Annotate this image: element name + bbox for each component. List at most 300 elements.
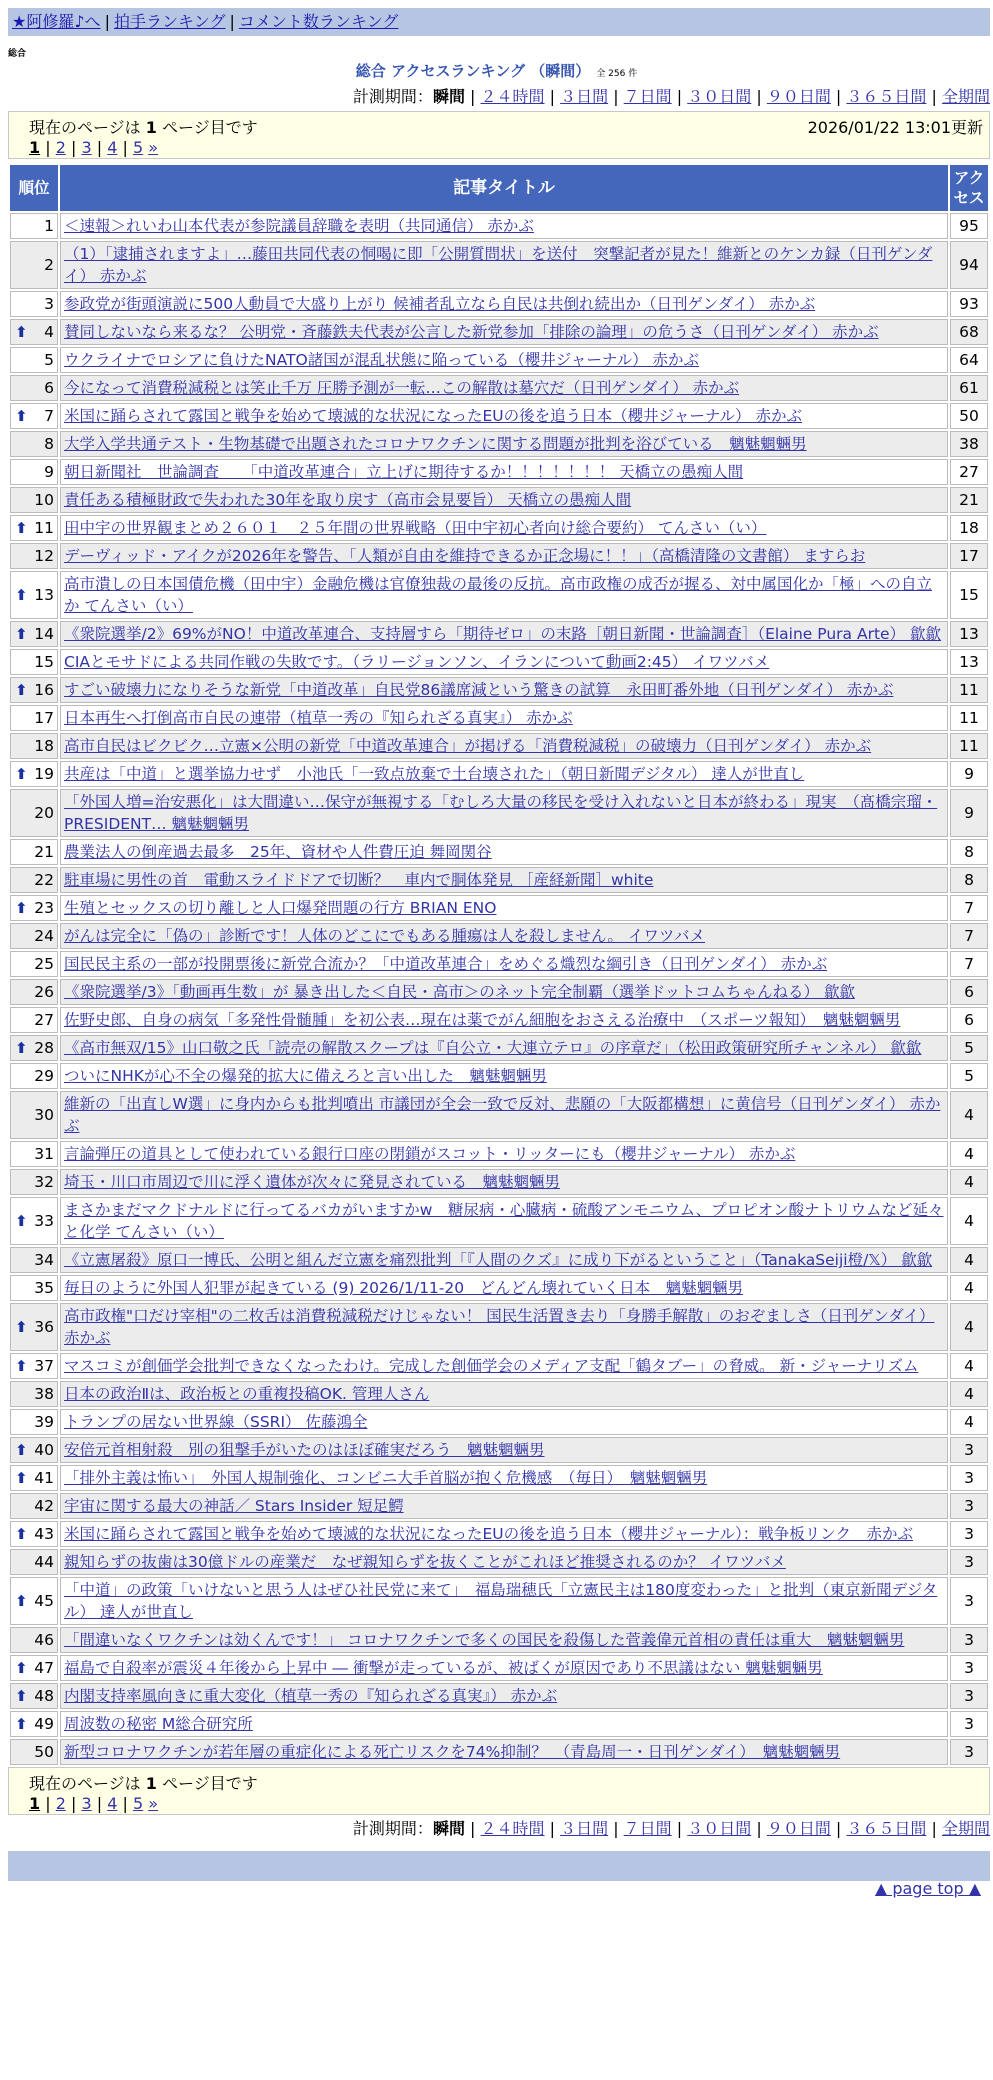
rank-up-arrow-icon: ⬆ [15,1687,28,1705]
header-access: アクセス [950,165,988,211]
rank-number: 4 [44,323,54,341]
article-title-link[interactable]: 親知らずの抜歯は30億ドルの産業だ なぜ親知らずを抜くことがこれほど推奨されるのか？ イワツバメ [64,1553,786,1571]
title-cell [60,1197,948,1245]
rank-cell [10,951,58,977]
article-title-link[interactable]: まさかまだマクドナルドに行ってるバカがいますかw 糖尿病・心臓病・硫酸アンモニウム、プロピオン酸ナトリウムなど延々と化学 てんさい（い） [64,1201,944,1241]
article-title-link[interactable]: 新型コロナワクチンが若年層の重症化による死亡リスクを74%抑制？ （青島周一・日刊ゲンダイ） 魑魅魍魎男 [64,1743,841,1761]
page-link-current: 1 [29,1794,41,1813]
rank-number: 28 [34,1039,54,1057]
table-row [10,1063,988,1089]
rank-cell [10,1739,58,1765]
article-title-link[interactable]: マスコミが創価学会批判できなくなったわけ。完成した創価学会のメディア支配「鶴タブー」の脅威。 新・ジャーナリズム [64,1357,919,1375]
rank-cell [10,677,58,703]
table-row [10,761,988,787]
rank-cell [10,1683,58,1709]
table-row [10,1577,988,1625]
rank-cell [10,1091,58,1139]
period-link-7d[interactable]: ７日間 [623,87,672,106]
article-title-link[interactable]: 参政党が街頭演説に500人動員で大盛り上がり 候補者乱立なら自民は共倒れ続出か（日刊ゲンダイ） 赤かぶ [64,295,816,313]
table-row [10,571,988,619]
article-title-link[interactable]: 農業法人の倒産過去最多 25年、資材や人件費圧迫 舞岡関谷 [64,843,492,861]
page-link-3[interactable]: 3 [81,1794,92,1813]
page-link-next[interactable]: » [148,1794,159,1813]
period-label: 計測期間： [352,87,433,106]
period-link-365d[interactable]: ３６５日間 [846,1819,927,1838]
title-cell [60,1091,948,1139]
rank-number: 35 [34,1279,54,1297]
title-cell [60,1035,948,1061]
access-count: 13 [950,649,988,675]
table-row [10,1739,988,1765]
title-cell [60,1409,948,1435]
title-cell [60,459,948,485]
rank-up-arrow-icon: ⬆ [15,625,28,643]
table-row [10,543,988,569]
rank-cell [10,1141,58,1167]
access-count: 6 [950,1007,988,1033]
table-row [10,515,988,541]
title-cell [60,1141,948,1167]
table-row [10,1711,988,1737]
access-count: 11 [950,733,988,759]
rank-cell [10,515,58,541]
access-count: 3 [950,1437,988,1463]
rank-number: 13 [34,586,54,604]
article-title-link[interactable]: 福島で自殺率が震災４年後から上昇中 ― 衝撃が走っているが、被ばくが原因であり不思議はない 魑魅魍魎男 [64,1659,823,1677]
article-title-link[interactable]: がんは完全に「偽の」診断です！人体のどこにでもある腫瘍は人を殺しません。 イワツバメ [64,927,706,945]
period-link-all[interactable]: 全期間 [941,1819,990,1838]
rank-number: 9 [44,463,54,481]
rank-cell [10,1549,58,1575]
rank-up-arrow-icon: ⬆ [15,899,28,917]
article-title-link[interactable]: 駐車場に男性の首 電動スライドドアで切断？ 車内で胴体発見 ［産経新聞］white [64,871,654,889]
title-cell [60,1169,948,1195]
rank-cell [10,291,58,317]
rank-cell [10,241,58,289]
table-row [10,649,988,675]
title-cell [60,1063,948,1089]
access-count: 7 [950,895,988,921]
access-count: 3 [950,1465,988,1491]
table-row [10,403,988,429]
access-count: 3 [950,1549,988,1575]
rank-cell [10,789,58,837]
access-count: 68 [950,319,988,345]
rank-cell [10,403,58,429]
rank-up-arrow-icon: ⬆ [15,1469,28,1487]
period-link-all[interactable]: 全期間 [941,87,990,106]
rank-cell [10,1493,58,1519]
table-row [10,347,988,373]
title-cell [60,867,948,893]
article-title-link[interactable]: ＜速報＞れいわ山本代表が参院議員辞職を表明（共同通信） 赤かぶ [64,217,534,235]
table-row [10,733,988,759]
title-cell [60,621,948,647]
table-row [10,1521,988,1547]
title-cell [60,1577,948,1625]
rank-number: 34 [34,1251,54,1269]
page-link-2[interactable]: 2 [55,1794,66,1813]
period-link-90d[interactable]: ９０日間 [766,1819,831,1838]
title-cell [60,979,948,1005]
rank-cell [10,375,58,401]
page-top-link[interactable]: ▲ page top ▲ [874,1879,981,1898]
page-link-4[interactable]: 4 [107,1794,118,1813]
rank-number: 43 [34,1525,54,1543]
access-count: 21 [950,487,988,513]
table-row [10,487,988,513]
rank-number: 45 [34,1592,54,1610]
rank-cell [10,431,58,457]
rank-cell [10,1627,58,1653]
article-title-link[interactable]: 「排外主義は怖い」 外国人規制強化、コンビニ大手首脳が抱く危機感 （毎日） 魑魅魍魎男 [64,1469,708,1487]
table-row [10,705,988,731]
article-title-link[interactable]: 安倍元首相射殺 別の狙撃手がいたのはほぼ確実だろう 魑魅魍魎男 [64,1441,545,1459]
page-link-next[interactable]: » [148,138,159,157]
table-row [10,375,988,401]
table-row [10,1141,988,1167]
rank-number: 7 [44,407,54,425]
rank-cell [10,1521,58,1547]
page-links: 1 | 2 | 3 | 4 | 5 » [29,138,159,157]
access-count: 4 [950,1091,988,1139]
article-title-link[interactable]: 国民民主系の一部が投開票後に新党合流か？「中道改革連合」をめぐる熾烈な綱引き（日刊ゲンダイ） 赤かぶ [64,955,828,973]
title-cell [60,895,948,921]
rank-number: 40 [34,1441,54,1459]
period-link-7d[interactable]: ７日間 [623,1819,672,1838]
article-title-link[interactable]: 日本の政治Ⅱは、政治板との重複投稿OK. 管理人さん [64,1385,430,1403]
current-page-text: 現在のページは 1 ページ目です [29,118,258,137]
access-count: 3 [950,1577,988,1625]
rank-up-arrow-icon: ⬆ [15,1357,28,1375]
article-title-link[interactable]: 生殖とセックスの切り離しと人口爆発問題の行方 BRIAN ENO [64,899,497,917]
title-cell [60,543,948,569]
rank-number: 44 [34,1553,54,1571]
nav-separator: | [104,12,110,31]
rank-number: 14 [34,625,54,643]
rank-cell [10,213,58,239]
rank-cell [10,487,58,513]
period-link-30d[interactable]: ３０日間 [687,87,752,106]
rank-cell [10,459,58,485]
title-cell [60,839,948,865]
article-title-link[interactable]: 米国に踊らされて露国と戦争を始めて壊滅的な状況になったEUの後を追う日本（櫻井ジャーナル） 赤かぶ [64,407,802,425]
table-row [10,1091,988,1139]
pager-box-bottom [8,1767,990,1815]
rank-number: 36 [34,1318,54,1336]
access-count: 11 [950,705,988,731]
title-cell [60,649,948,675]
rank-up-arrow-icon: ⬆ [15,1212,28,1230]
article-title-link[interactable]: 《衆院選挙/3》「動画再生数」が 暴き出した＜自民・高市＞のネット完全制覇（選挙ドットコムちゃんねる） 歙歙 [64,983,855,1001]
table-row [10,979,988,1005]
rank-number: 20 [34,804,54,822]
article-title-link[interactable]: 佐野史郎、自身の病気「多発性骨髄腫」を初公表…現在は薬でがん細胞をおさえる治療中 （スポーツ報知） 魑魅魍魎男 [64,1011,901,1029]
title-cell [60,375,948,401]
rank-number: 41 [34,1469,54,1487]
title-cell [60,1683,948,1709]
ranking-body [10,213,988,1765]
access-count: 3 [950,1521,988,1547]
table-row [10,213,988,239]
rank-up-arrow-icon: ⬆ [15,323,28,341]
page-link-3[interactable]: 3 [81,138,92,157]
period-current: 瞬間 [432,1819,465,1838]
rank-number: 31 [34,1145,54,1163]
access-count: 9 [950,761,988,787]
table-row [10,1247,988,1273]
article-title-link[interactable]: 《立憲屠殺》原口一博氏、公明と組んだ立憲を痛烈批判「『人間のクズ』に成り下がるということ」（TanakaSeiji橙/𝕏） 歙歙 [64,1251,933,1269]
table-row [10,291,988,317]
article-title-link[interactable]: 周波数の秘密 M総合研究所 [64,1715,253,1733]
rank-cell [10,1275,58,1301]
rank-up-arrow-icon: ⬆ [15,1715,28,1733]
article-title-link[interactable]: 米国に踊らされて露国と戦争を始めて壊滅的な状況になったEUの後を追う日本（櫻井ジャーナル）：戦争板リンク 赤かぶ [64,1525,913,1543]
table-row [10,1627,988,1653]
article-title-link[interactable]: 日本再生へ打倒高市自民の連帯（植草一秀の『知られざる真実』） 赤かぶ [64,709,573,727]
access-count: 13 [950,621,988,647]
rank-cell [10,1035,58,1061]
rank-up-arrow-icon: ⬆ [15,681,28,699]
title-cell [60,1521,948,1547]
updated-time: 2026/01/22 13:01更新 [807,118,983,137]
period-selector-bottom: 計測期間：瞬間 | ２４時間 | ３日間 | ７日間 | ３０日間 | ９０日間 | ３６５日間 | 全期間 [352,1819,990,1838]
period-link-3d[interactable]: ３日間 [560,87,609,106]
article-title-link[interactable]: 責任ある積極財政で失われた30年を取り戻す（高市会見要旨） 天橋立の愚痴人間 [64,491,632,509]
rank-up-arrow-icon: ⬆ [15,519,28,537]
nav-applause-ranking-link[interactable]: 拍手ランキング [113,12,226,31]
article-title-link[interactable]: 高市自民はビクビク…立憲×公明の新党「中道改革連合」が掲げる「消費税減税」の破壊力（日刊ゲンダイ） 赤かぶ [64,737,872,755]
article-title-link[interactable]: 朝日新聞社 世論調査 「中道改革連合」立上げに期待するか！！！！！！！ 天橋立の愚痴人間 [64,463,744,481]
rank-number: 2 [44,256,54,274]
period-link-365d[interactable]: ３６５日間 [846,87,927,106]
article-title-link[interactable]: 大学入学共通テスト・生物基礎で出題されたコロナワクチンに関する問題が批判を浴びている 魑魅魍魎男 [64,435,807,453]
table-row [10,895,988,921]
rank-cell [10,1409,58,1435]
table-row [10,431,988,457]
access-count: 5 [950,1063,988,1089]
table-row [10,241,988,289]
access-count: 15 [950,571,988,619]
access-count: 4 [950,1169,988,1195]
period-link-24h[interactable]: ２４時間 [480,1819,545,1838]
article-title-link[interactable]: 今になって消費税減税とは笑止千万 圧勝予測が一転…この解散は墓穴だ（日刊ゲンダイ） 赤かぶ [64,379,740,397]
top-nav-bar [8,8,990,36]
article-title-link[interactable]: 埼玉・川口市周辺で川に浮く遺体が次々に発見されている 魑魅魍魎男 [64,1173,561,1191]
access-count: 61 [950,375,988,401]
rank-cell [10,1063,58,1089]
title-cell [60,431,948,457]
nav-separator: | [229,12,235,31]
total-count: 全 256 件 [596,69,638,79]
rank-number: 49 [34,1715,54,1733]
article-title-link[interactable]: すごい破壊力になりそうな新党「中道改革」自民党86議席減という驚きの試算 永田町番外地（日刊ゲンダイ） 赤かぶ [64,681,894,699]
rank-up-arrow-icon: ⬆ [15,1441,28,1459]
title-cell [60,291,948,317]
rank-cell [10,347,58,373]
rank-number: 46 [34,1631,54,1649]
article-title-link[interactable]: 高市潰しの日本国債危機（田中宇）金融危機は官僚独裁の最後の反抗。高市政権の成否が握る、対中属国化か「極」への自立か てんさい（い） [64,575,933,615]
article-title-link[interactable]: 内閣支持率風向きに重大変化（植草一秀の『知られざる真実』） 赤かぶ [64,1687,558,1705]
title-cell [60,705,948,731]
rank-number: 27 [34,1011,54,1029]
page-link-5[interactable]: 5 [132,1794,144,1813]
article-title-link[interactable]: 賛同しないなら来るな？ 公明党・斉藤鉄夫代表が公言した新党参加「排除の論理」の危うさ（日刊ゲンダイ） 赤かぶ [64,323,879,341]
title-cell [60,923,948,949]
title-cell [60,571,948,619]
title-cell [60,789,948,837]
rank-number: 16 [34,681,54,699]
page-link-2[interactable]: 2 [55,138,66,157]
article-title-link[interactable]: トランプの居ない世界線（SSRI） 佐藤鴻全 [64,1413,368,1431]
rank-cell [10,705,58,731]
rank-number: 26 [34,983,54,1001]
table-row [10,867,988,893]
access-count: 64 [950,347,988,373]
rank-cell [10,1381,58,1407]
table-row [10,1655,988,1681]
rank-cell [10,923,58,949]
table-row [10,1493,988,1519]
period-link-90d[interactable]: ９０日間 [766,87,831,106]
article-title-link[interactable]: ウクライナでロシアに負けたNATO諸国が混乱状態に陥っている（櫻井ジャーナル） 赤かぶ [64,351,700,369]
rank-number: 38 [34,1385,54,1403]
table-row [10,1197,988,1245]
page-link-current: 1 [29,138,41,157]
rank-cell [10,1655,58,1681]
title-cell [60,951,948,977]
rank-cell [10,571,58,619]
rank-cell [10,1303,58,1351]
title-cell [60,1247,948,1273]
rank-number: 32 [34,1173,54,1191]
article-title-link[interactable]: 「中道」の政策「いけないと思う人はぜひ社民党に来て」 福島瑞穂氏「立憲民主は180度変わった」と批判（東京新聞デジタル） 達人が世直し [64,1581,938,1621]
article-title-link[interactable]: 「外国人増=治安悪化」は大間違い…保守が無視する「むしろ大量の移民を受け入れないと日本が終わる」現実 （髙橋宗瑠・PRESIDENT… 魑魅魍魎男 [64,793,938,833]
rank-number: 48 [34,1687,54,1705]
pager-box-top [8,111,990,159]
access-count: 27 [950,459,988,485]
current-page-text: 現在のページは 1 ページ目です [29,1774,258,1793]
access-count: 17 [950,543,988,569]
access-count: 95 [950,213,988,239]
rank-cell [10,543,58,569]
rank-cell [10,649,58,675]
access-count: 4 [950,1197,988,1245]
access-count: 7 [950,951,988,977]
rank-cell [10,1247,58,1273]
page-title: 総合 アクセスランキング （瞬間） [355,62,591,80]
nav-comment-ranking-link[interactable]: コメント数ランキング [238,12,399,31]
article-title-link[interactable]: 高市政権"口だけ宰相"の二枚舌は消費税減税だけじゃない！ 国民生活置き去り「身勝手解散」のおぞましさ（日刊ゲンダイ） 赤かぶ [64,1307,935,1347]
rank-number: 29 [34,1067,54,1085]
period-selector-top: 計測期間：瞬間 | ２４時間 | ３日間 | ７日間 | ３０日間 | ９０日間 | ３６５日間 | 全期間 [352,87,990,106]
title-cell [60,1465,948,1491]
rank-up-arrow-icon: ⬆ [15,1659,28,1677]
rank-cell [10,1465,58,1491]
title-cell [60,677,948,703]
rank-number: 47 [34,1659,54,1677]
rank-number: 1 [44,217,54,235]
article-title-link[interactable]: （1）「逮捕されますよ」…藤田共同代表の恫喝に即「公開質問状」を送付 突撃記者が見た！維新とのケンカ録（日刊ゲンダイ） 赤かぶ [64,245,933,285]
title-cell [60,1493,948,1519]
rank-number: 6 [44,379,54,397]
access-count: 3 [950,1627,988,1653]
title-cell [60,403,948,429]
article-title-link[interactable]: 言論弾圧の道具として使われている銀行口座の閉鎖がスコット・リッターにも（櫻井ジャーナル） 赤かぶ [64,1145,796,1163]
article-title-link[interactable]: 共産は「中道」と選挙協力せず 小池氏「一致点放棄で土台壊された」（朝日新聞デジタル） 達人が世直し [64,765,805,783]
rank-up-arrow-icon: ⬆ [15,1039,28,1057]
table-row [10,459,988,485]
title-cell [60,1655,948,1681]
table-row [10,1007,988,1033]
page-link-4[interactable]: 4 [107,138,118,157]
rank-cell [10,319,58,345]
access-count: 38 [950,431,988,457]
article-title-link[interactable]: 維新の「出直しW選」に身内からも批判噴出 市議団が全会一致で反対、悲願の「大阪都構想」に黄信号（日刊ゲンダイ） 赤かぶ [64,1095,941,1135]
period-link-24h[interactable]: ２４時間 [480,87,545,106]
rank-cell [10,1437,58,1463]
rank-number: 18 [34,737,54,755]
rank-cell [10,761,58,787]
rank-up-arrow-icon: ⬆ [15,586,28,604]
article-title-link[interactable]: CIAとモサドによる共同作戦の失敗です。（ラリージョンソン、イランについて動画2:45） イワツバメ [64,653,770,671]
period-current: 瞬間 [432,87,465,106]
bottom-bar [8,1851,990,1881]
article-title-link[interactable]: 《高市無双/15》山口敬之氏「読売の解散スクープは『自公立・大連立テロ』の序章だ」（松田政策研究所チャンネル） 歙歙 [64,1039,922,1057]
article-title-link[interactable]: 田中宇の世界観まとめ２６０１ ２５年間の世界戦略（田中宇初心者向け総合要約） てんさい（い） [64,519,767,537]
rank-number: 19 [34,765,54,783]
article-title-link[interactable]: 《衆院選挙/2》69%がNO！中道改革連合、支持層すら「期待ゼロ」の末路［朝日新聞・世論調査］（Elaine Pura Arte） 歙歙 [64,625,941,643]
title-cell [60,1437,948,1463]
title-cell [60,487,948,513]
rank-number: 39 [34,1413,54,1431]
access-count: 4 [950,1409,988,1435]
title-cell [60,347,948,373]
ranking-table [8,163,990,1767]
access-count: 3 [950,1739,988,1765]
access-count: 4 [950,1303,988,1351]
rank-cell [10,1169,58,1195]
rank-cell [10,1007,58,1033]
article-title-link[interactable]: デーヴィッド・アイクが2026年を警告、「人類が自由を維持できるか正念場に！！」（高橋清隆の文書館） ますらお [64,547,866,565]
table-header-row [10,165,988,211]
access-count: 93 [950,291,988,317]
header-title: 記事タイトル [60,165,948,211]
article-title-link[interactable]: 宇宙に関する最大の神話／ Stars Insider 短足鰐 [64,1497,404,1515]
article-title-link[interactable]: 「間違いなくワクチンは効くんです！」 コロナワクチンで多くの国民を殺傷した菅義偉元首相の責任は重大 魑魅魍魎男 [64,1631,905,1649]
rank-cell [10,621,58,647]
access-count: 8 [950,839,988,865]
table-row [10,1549,988,1575]
page-heading [0,60,993,81]
access-count: 4 [950,1247,988,1273]
access-count: 50 [950,403,988,429]
article-title-link[interactable]: 毎日のように外国人犯罪が起きている (9) 2026/1/11-20 どんどん壊れていく日本 魑魅魍魎男 [64,1279,744,1297]
rank-number: 24 [34,927,54,945]
article-title-link[interactable]: ついにNHKが心不全の爆発的拡大に備えろと言い出した 魑魅魍魎男 [64,1067,547,1085]
rank-number: 10 [34,491,54,509]
rank-up-arrow-icon: ⬆ [15,407,28,425]
page-link-5[interactable]: 5 [132,138,144,157]
period-link-30d[interactable]: ３０日間 [687,1819,752,1838]
rank-up-arrow-icon: ⬆ [15,1318,28,1336]
period-link-3d[interactable]: ３日間 [560,1819,609,1838]
rank-number: 22 [34,871,54,889]
rank-number: 12 [34,547,54,565]
nav-home-link[interactable]: ★阿修羅♪へ [12,12,101,31]
table-row [10,789,988,837]
table-row [10,839,988,865]
